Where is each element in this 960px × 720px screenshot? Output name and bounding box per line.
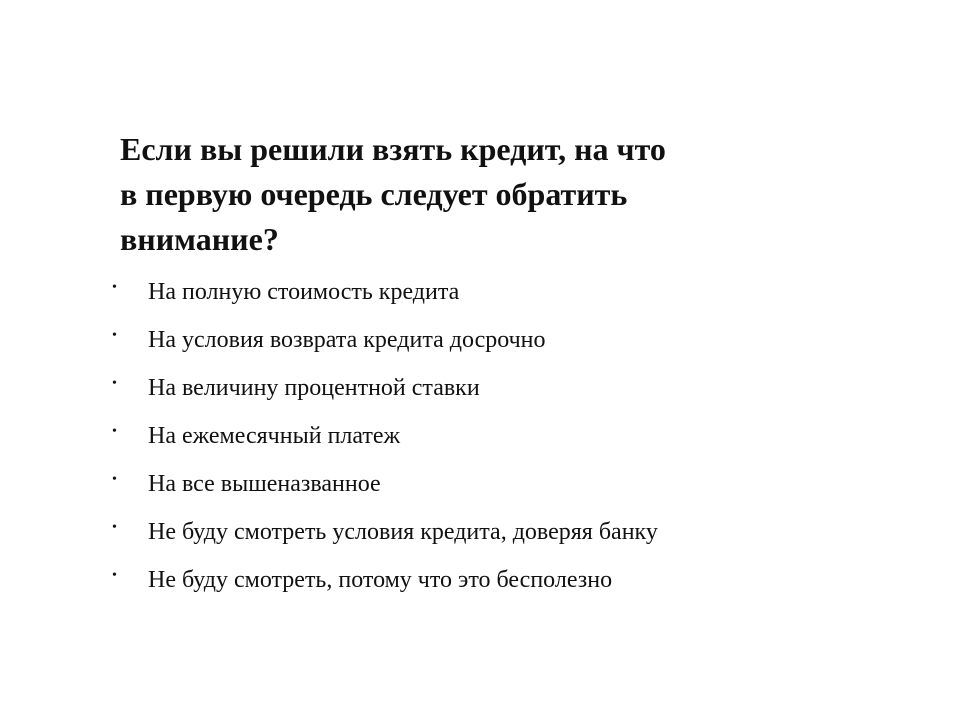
answer-option-text: На величину процентной ставки [148, 375, 480, 401]
answer-option [112, 316, 872, 364]
answer-option-text: Не буду смотреть, потому что это бесполезно [148, 567, 613, 593]
bullet-icon: • [112, 568, 117, 583]
question-line: в первую очередь следует обратить [120, 176, 628, 212]
bullet-icon: • [112, 376, 117, 391]
answer-option-text: На условия возврата кредита досрочно [148, 327, 546, 353]
bullet-icon: • [112, 280, 117, 295]
answer-options-list [112, 268, 872, 604]
answer-option [112, 460, 872, 508]
bullet-icon: • [112, 424, 117, 439]
answer-option [112, 412, 872, 460]
answer-option [112, 556, 872, 604]
answer-option-text: Не буду смотреть условия кредита, доверяя банку [148, 519, 658, 545]
answer-option-text: На ежемесячный платеж [148, 423, 401, 449]
bullet-icon: • [112, 472, 117, 487]
answer-option [112, 268, 872, 316]
question-title [120, 127, 820, 262]
answer-option-text: На полную стоимость кредита [148, 279, 460, 305]
answer-option-text: На все вышеназванное [148, 471, 381, 497]
answer-option [112, 364, 872, 412]
question-line: внимание? [120, 221, 279, 257]
answer-option [112, 508, 872, 556]
question-line: Если вы решили взять кредит, на что [120, 131, 666, 167]
bullet-icon: • [112, 328, 117, 343]
bullet-icon: • [112, 520, 117, 535]
